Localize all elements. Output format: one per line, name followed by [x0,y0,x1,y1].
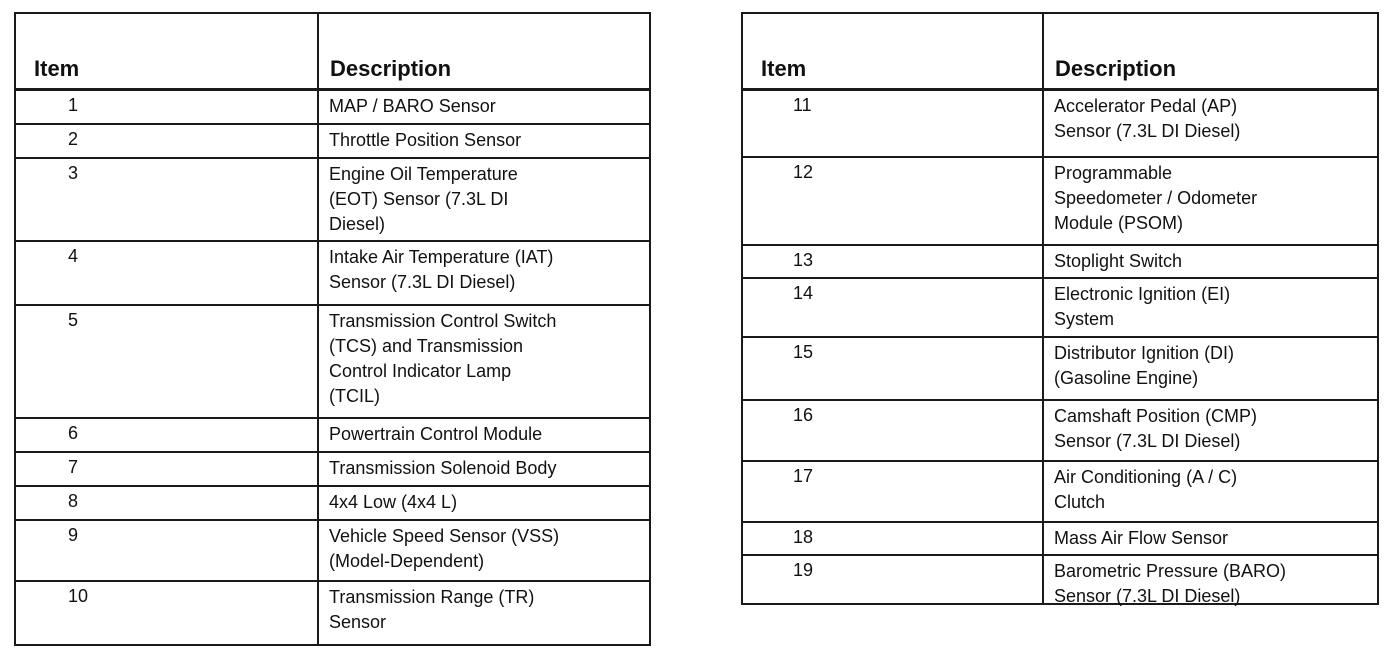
table-row [743,338,1377,401]
header-description: Description [330,56,452,81]
item-number: 9 [68,525,79,545]
table-row [16,306,649,419]
item-number: 18 [793,527,814,547]
item-description: Stoplight Switch [1054,251,1183,271]
item-number: 5 [68,310,79,330]
item-number: 11 [793,95,812,115]
item-description: Intake Air Temperature (IAT) Sensor (7.3L DI Diesel) [329,247,554,292]
item-description: Throttle Position Sensor [329,130,522,150]
item-description: Distributor Ignition (DI) (Gasoline Engine) [1054,343,1235,388]
table-row [743,556,1377,606]
item-description: Mass Air Flow Sensor [1054,528,1229,548]
table-header [16,14,649,91]
table-row [743,523,1377,556]
item-number: 4 [68,246,79,266]
table-row [743,279,1377,338]
item-number: 8 [68,491,79,511]
item-number: 16 [793,405,814,425]
item-description: Powertrain Control Module [329,424,543,444]
item-description: MAP / BARO Sensor [329,96,496,116]
table-row [16,242,649,306]
table-row [743,158,1377,246]
item-number: 13 [793,250,814,270]
item-description: Transmission Solenoid Body [329,458,557,478]
item-description: Transmission Range (TR) Sensor [329,587,535,632]
header-item: Item [34,56,80,81]
item-number: 1 [68,95,79,115]
table-header [743,14,1377,91]
table-row [743,462,1377,523]
item-number: 12 [793,162,814,182]
table-row [16,453,649,487]
table-row [16,487,649,521]
table-row [16,582,649,644]
table-row [16,521,649,582]
item-number: 17 [793,466,814,486]
item-number: 15 [793,342,814,362]
item-number: 7 [68,457,79,477]
table-row [16,91,649,125]
item-description: Barometric Pressure (BARO) Sensor (7.3L DI Diesel) [1054,561,1287,606]
right-parts-table [741,12,1379,605]
header-item: Item [761,56,807,81]
item-number: 19 [793,560,814,580]
item-description: Electronic Ignition (EI) System [1054,284,1231,329]
item-description: Camshaft Position (CMP) Sensor (7.3L DI Diesel) [1054,406,1258,451]
item-description: Programmable Speedometer / Odometer Module (PSOM) [1054,163,1258,233]
item-description: Accelerator Pedal (AP) Sensor (7.3L DI Diesel) [1054,96,1241,141]
table-row [16,159,649,242]
table-row [743,246,1377,279]
table-row [16,419,649,453]
item-number: 3 [68,163,79,183]
table-row [16,125,649,159]
item-description: Transmission Control Switch (TCS) and Transmission Control Indicator Lamp (TCIL) [329,311,557,406]
item-number: 14 [793,283,814,303]
item-description: 4x4 Low (4x4 L) [329,492,458,512]
left-parts-table [14,12,651,646]
item-number: 6 [68,423,79,443]
table-row [743,91,1377,158]
item-description: Vehicle Speed Sensor (VSS) (Model-Dependent) [329,526,560,571]
header-description: Description [1055,56,1177,81]
item-description: Engine Oil Temperature (EOT) Sensor (7.3L DI Diesel) [329,164,518,234]
table-row [743,401,1377,462]
item-number: 2 [68,129,79,149]
item-description: Air Conditioning (A / C) Clutch [1054,467,1238,512]
item-number: 10 [68,586,89,606]
